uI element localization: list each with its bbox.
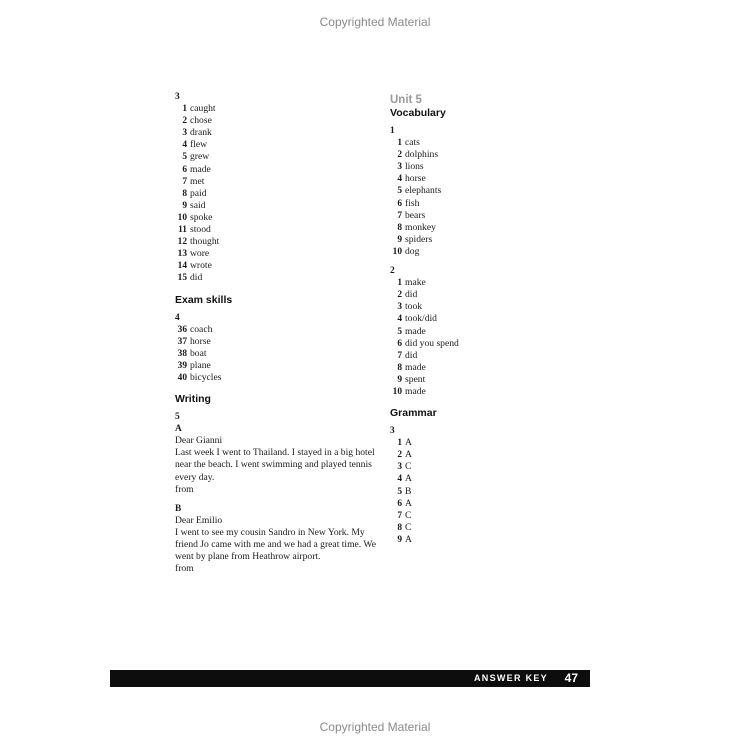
section-number: 5 (175, 412, 180, 423)
item-answer: wore (190, 248, 210, 260)
list-item (390, 234, 560, 246)
item-number: 6 (397, 338, 402, 349)
item-number: 9 (182, 200, 187, 211)
list-item (175, 151, 380, 163)
list-item (175, 103, 380, 115)
section-number: 4 (175, 312, 180, 323)
item-answer: took (405, 301, 423, 313)
item-number: 8 (182, 188, 187, 199)
item-number: 7 (397, 210, 402, 221)
list-item (390, 449, 560, 461)
item-answer: C (405, 521, 412, 533)
item-number: 3 (182, 128, 187, 139)
left-column (175, 91, 380, 575)
list-item (175, 127, 380, 139)
list-item (390, 461, 560, 473)
item-number: 6 (397, 498, 402, 509)
list-item (390, 198, 560, 210)
list-item (175, 224, 380, 236)
item-number: 1 (397, 278, 402, 289)
item-number: 10 (392, 246, 402, 257)
item-answer: A (405, 497, 412, 509)
list-item (175, 248, 380, 260)
letter-a-body: Last week I went to Thailand. I stayed in a big hotel near the beach. I went swimming and played tennis every day. (175, 447, 375, 483)
item-answer: A (405, 533, 412, 545)
footer-label: ANSWER KEY (473, 673, 548, 683)
answer-list (390, 137, 560, 258)
list-item (390, 277, 560, 289)
vocabulary-heading: Vocabulary (390, 107, 446, 119)
list-item (175, 324, 380, 336)
item-number: 10 (177, 212, 187, 223)
item-number: 2 (182, 116, 187, 127)
item-number: 9 (397, 234, 402, 245)
list-item (390, 137, 560, 149)
list-item (390, 473, 560, 485)
item-number: 37 (177, 336, 187, 347)
item-answer: drank (190, 127, 212, 139)
item-answer: lions (405, 161, 424, 173)
list-item (390, 173, 560, 185)
page-number: 47 (564, 671, 578, 685)
item-answer: A (405, 473, 412, 485)
item-number: 10 (392, 386, 402, 397)
item-number: 4 (397, 314, 402, 325)
list-item (390, 222, 560, 234)
list-item (390, 498, 560, 510)
item-answer: dog (405, 245, 420, 257)
item-number: 36 (177, 324, 187, 335)
watermark-bottom: Copyrighted Material (319, 720, 431, 734)
item-answer: paid (190, 187, 207, 199)
item-answer: flew (190, 139, 208, 151)
item-answer: met (190, 175, 205, 187)
item-answer: bicycles (190, 371, 222, 383)
answer-list (175, 324, 380, 384)
list-item (175, 336, 380, 348)
letter-b-body: I went to see my cousin Sandro in New York. My friend Jo came with me and we had a great time. We went by plane from Heathrow airport. (175, 526, 376, 563)
writing-heading: Writing (175, 393, 211, 406)
item-number: 2 (397, 450, 402, 461)
item-answer: made (405, 385, 426, 397)
item-number: 12 (177, 237, 187, 248)
item-number: 4 (397, 174, 402, 185)
list-item (390, 301, 560, 313)
item-answer: said (190, 199, 206, 211)
item-number: 8 (397, 362, 402, 373)
list-item (175, 188, 380, 200)
item-number: 3 (397, 162, 402, 173)
right-column (390, 93, 560, 546)
item-number: 5 (397, 326, 402, 337)
letter-a-sign: from (175, 483, 194, 495)
item-answer: elephants (405, 185, 442, 197)
letter-a-greeting: Dear Gianni (175, 435, 223, 447)
item-answer: made (405, 361, 426, 373)
grammar-heading: Grammar (390, 407, 437, 420)
item-number: 1 (182, 104, 187, 115)
section-number: 3 (390, 426, 395, 437)
list-item (390, 210, 560, 222)
list-item (175, 212, 380, 224)
exam-skills-heading: Exam skills (175, 293, 233, 306)
item-number: 7 (182, 176, 187, 187)
item-number: 13 (177, 249, 187, 260)
item-answer: horse (405, 173, 426, 185)
item-answer: did (405, 349, 418, 361)
item-answer: bears (405, 209, 426, 221)
item-answer: B (405, 485, 412, 497)
list-item (175, 272, 380, 284)
item-number: 7 (397, 510, 402, 521)
item-answer: horse (190, 335, 211, 347)
list-item (390, 374, 560, 386)
item-number: 9 (397, 374, 402, 385)
list-item (390, 289, 560, 301)
section-number: 2 (390, 266, 395, 277)
list-item (390, 326, 560, 338)
item-number: 8 (397, 222, 402, 233)
item-answer: make (405, 277, 426, 289)
list-item (390, 522, 560, 534)
item-answer: A (405, 437, 412, 449)
item-answer: spent (405, 373, 426, 385)
list-item (390, 350, 560, 362)
item-number: 39 (177, 360, 187, 371)
item-answer: cats (405, 137, 420, 149)
item-number: 2 (397, 290, 402, 301)
item-number: 15 (177, 273, 187, 284)
list-item (390, 338, 560, 350)
item-number: 1 (397, 138, 402, 149)
list-item (390, 510, 560, 522)
item-number: 40 (177, 372, 187, 383)
item-number: 9 (397, 534, 402, 545)
list-item (390, 437, 560, 449)
list-item (390, 386, 560, 398)
item-answer: boat (190, 347, 207, 359)
item-answer: fish (405, 197, 420, 209)
letter-b-label: B (175, 503, 182, 514)
item-number: 5 (397, 486, 402, 497)
item-number: 5 (397, 186, 402, 197)
item-answer: chose (190, 115, 212, 127)
item-number: 6 (397, 198, 402, 209)
item-answer: plane (190, 359, 211, 371)
item-answer: stood (190, 224, 211, 236)
item-answer: C (405, 509, 412, 521)
item-number: 3 (397, 302, 402, 313)
list-item (175, 200, 380, 212)
item-answer: coach (190, 323, 213, 335)
list-item (175, 360, 380, 372)
item-number: 2 (397, 150, 402, 161)
list-item (390, 534, 560, 546)
item-answer: thought (190, 236, 220, 248)
unit-title: Unit 5 (390, 94, 422, 106)
item-number: 6 (182, 164, 187, 175)
item-answer: spiders (405, 233, 433, 245)
list-item (175, 139, 380, 151)
item-number: 8 (397, 522, 402, 533)
watermark-top: Copyrighted Material (319, 15, 431, 29)
item-answer: spoke (190, 211, 213, 223)
item-answer: did (405, 289, 418, 301)
item-answer: made (190, 163, 211, 175)
item-answer: did you spend (405, 337, 459, 349)
item-number: 3 (397, 462, 402, 473)
list-item (390, 313, 560, 325)
item-answer: caught (190, 103, 216, 115)
letter-b-greeting: Dear Emilio (175, 514, 223, 526)
list-item (175, 164, 380, 176)
list-item (390, 149, 560, 161)
item-number: 4 (182, 140, 187, 151)
item-answer: wrote (190, 260, 212, 272)
item-number: 14 (177, 261, 187, 272)
item-answer: made (405, 325, 426, 337)
item-number: 11 (178, 225, 187, 236)
list-item (390, 161, 560, 173)
list-item (175, 236, 380, 248)
list-item (175, 372, 380, 384)
item-answer: dolphins (405, 149, 439, 161)
item-answer: grew (190, 151, 210, 163)
list-item (390, 185, 560, 197)
answer-list (390, 437, 560, 546)
item-answer: did (190, 272, 203, 284)
list-item (390, 246, 560, 258)
letter-b-sign: from (175, 563, 194, 575)
list-item (175, 176, 380, 188)
item-answer: monkey (405, 221, 436, 233)
section-number: 3 (175, 92, 180, 102)
item-number: 7 (397, 350, 402, 361)
list-item (390, 486, 560, 498)
list-item (175, 260, 380, 272)
item-answer: C (405, 461, 412, 473)
item-number: 38 (177, 348, 187, 359)
item-number: 1 (397, 438, 402, 449)
list-item (175, 348, 380, 360)
answer-list (175, 103, 380, 284)
item-answer: took/did (405, 313, 437, 325)
list-item (175, 115, 380, 127)
item-number: 5 (182, 152, 187, 163)
footer-bar (110, 670, 590, 687)
item-answer: A (405, 449, 412, 461)
item-number: 4 (397, 474, 402, 485)
section-number: 1 (390, 126, 395, 136)
answer-list (390, 277, 560, 398)
letter-a-label: A (175, 424, 182, 435)
list-item (390, 362, 560, 374)
